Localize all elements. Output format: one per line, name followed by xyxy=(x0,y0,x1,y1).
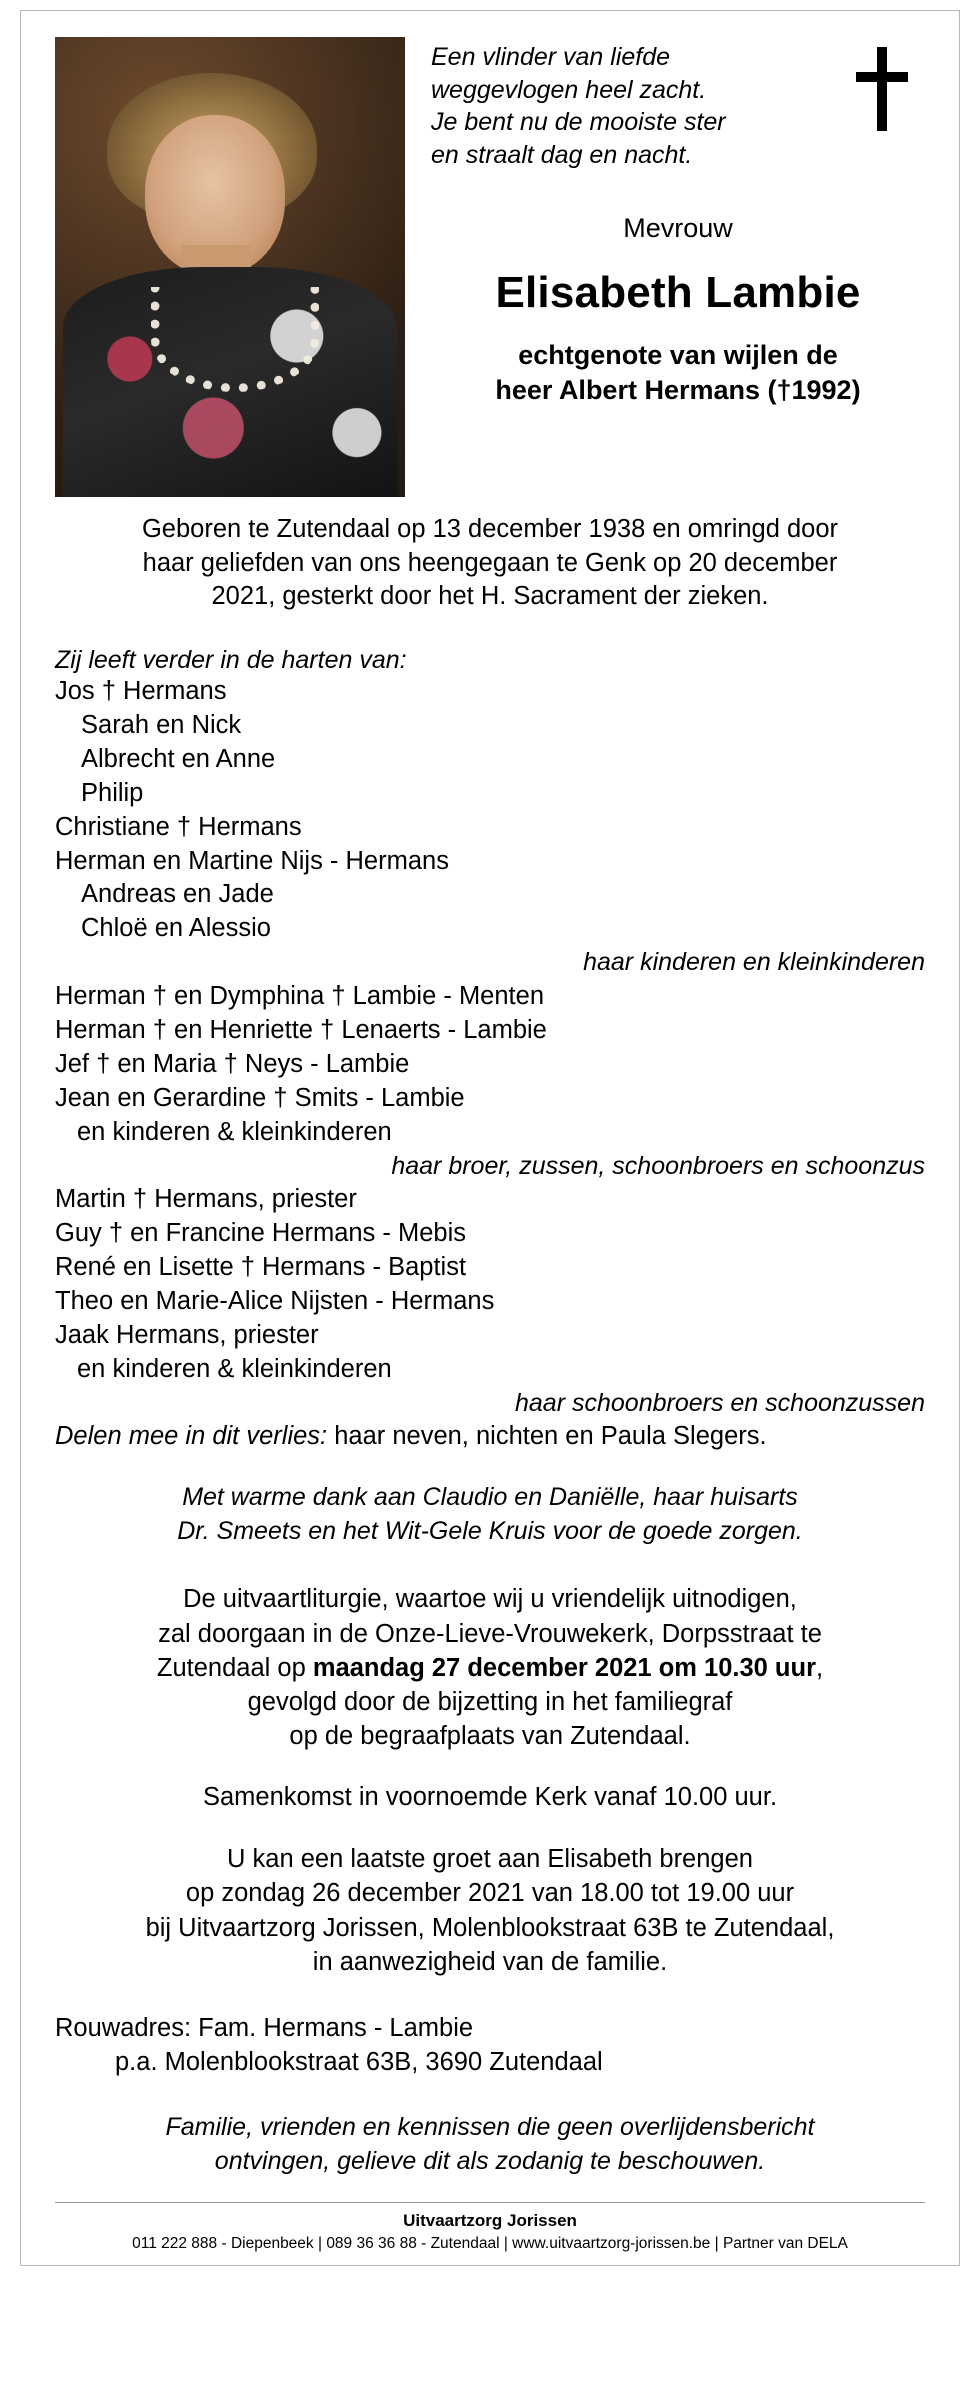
liturgy-line-date xyxy=(55,1651,925,1685)
family-siblings-list xyxy=(55,980,925,1150)
liturgy-line: gevolgd door de bijzetting in het familiegraf xyxy=(247,1687,733,1716)
cross-icon xyxy=(853,47,911,131)
funeral-home-name: Uitvaartzorg Jorissen xyxy=(403,2211,577,2231)
poem-line: en straalt dag en nacht. xyxy=(431,140,693,169)
thanks-line: Dr. Smeets en het Wit-Gele Kruis voor de goede zorgen. xyxy=(177,1516,803,1545)
cross-horizontal-bar xyxy=(856,72,908,82)
family-inlaws-list xyxy=(55,1183,925,1386)
family-member: Jaak Hermans, priester xyxy=(55,1320,319,1349)
family-member: Jean en Gerardine † Smits - Lambie xyxy=(55,1083,465,1112)
family-member: Herman en Martine Nijs - Hermans xyxy=(55,846,449,875)
family-member: Andreas en Jade xyxy=(81,880,274,909)
family-member: Martin † Hermans, priester xyxy=(55,1185,357,1214)
closing-line: ontvingen, gelieve dit als zodanig te beschouwen. xyxy=(214,2146,766,2175)
share-label: Delen mee in dit verlies: xyxy=(55,1422,328,1451)
liturgy-line: zal doorgaan in de Onze-Lieve-Vrouwekerk, Dorpsstraat te xyxy=(158,1619,822,1648)
closing-line: Familie, vrienden en kennissen die geen overlijdensbericht xyxy=(165,2113,815,2142)
cross-vertical-bar xyxy=(877,47,887,131)
liturgy-date-suffix: , xyxy=(816,1653,824,1682)
liturgy-line: De uitvaartliturgie, waartoe wij u vriendelijk uitnodigen, xyxy=(183,1585,797,1614)
family-member: Sarah en Nick xyxy=(81,710,242,739)
family-member: Guy † en Francine Hermans - Mebis xyxy=(55,1219,466,1248)
mourning-address xyxy=(55,2011,925,2079)
family-member: en kinderen & kleinkinderen xyxy=(77,1354,392,1383)
funeral-home-contact: 011 222 888 - Diepenbeek | 089 36 36 88 - Zutendaal | www.uitvaartzorg-jorissen.be | Partner van DELA xyxy=(132,2235,848,2253)
family-member: Jef † en Maria † Neys - Lambie xyxy=(55,1049,410,1078)
family-member: Christiane † Hermans xyxy=(55,812,302,841)
address-line: Rouwadres: Fam. Hermans - Lambie xyxy=(55,2013,474,2042)
poem-block xyxy=(431,37,851,171)
share-text: haar neven, nichten en Paula Slegers. xyxy=(327,1422,767,1451)
poem-line: Een vlinder van liefde xyxy=(431,43,671,71)
gathering-info: Samenkomst in voornoemde Kerk vanaf 10.00 uur. xyxy=(202,1783,778,1812)
family-member: Theo en Marie-Alice Nijsten - Hermans xyxy=(55,1286,495,1315)
role-siblings: haar broer, zussen, schoonbroers en schoonzus xyxy=(391,1151,925,1180)
poem-line: weggevlogen heel zacht. xyxy=(431,75,707,104)
spouse-line: echtgenote van wijlen de xyxy=(518,340,838,370)
thanks-line: Met warme dank aan Claudio en Daniëlle, haar huisarts xyxy=(182,1483,798,1512)
spouse-info xyxy=(431,338,925,407)
farewell-line: in aanwezigheid van de familie. xyxy=(312,1947,668,1976)
salutation: Mevrouw xyxy=(623,213,733,243)
role-children: haar kinderen en kleinkinderen xyxy=(583,948,925,977)
birth-death-line: haar geliefden van ons heengegaan te Genk op 20 december xyxy=(142,548,838,577)
family-member: Albrecht en Anne xyxy=(81,744,276,773)
family-member: en kinderen & kleinkinderen xyxy=(77,1117,392,1146)
liturgy-date-prefix: Zutendaal op xyxy=(156,1653,313,1682)
family-member: Philip xyxy=(81,778,144,807)
family-member: Herman † en Henriette † Lenaerts - Lambie xyxy=(55,1015,547,1044)
liturgy-line: op de begraafplaats van Zutendaal. xyxy=(289,1722,691,1751)
farewell-line: op zondag 26 december 2021 van 18.00 tot 19.00 uur xyxy=(185,1879,795,1908)
farewell-line: bij Uitvaartzorg Jorissen, Molenblookstraat 63B te Zutendaal, xyxy=(145,1913,835,1942)
spouse-line: heer Albert Hermans (†1992) xyxy=(495,374,861,405)
portrait-pearl-necklace xyxy=(151,287,319,392)
footer xyxy=(55,2202,925,2265)
share-condolences xyxy=(55,1422,925,1451)
family-children-list xyxy=(55,675,925,946)
memorial-card xyxy=(20,10,960,2266)
survivors-lead: Zij leeft verder in de harten van: xyxy=(55,645,407,674)
birth-death-line: Geboren te Zutendaal op 13 december 1938 en omringd door xyxy=(141,515,839,543)
birth-death-text xyxy=(55,513,925,614)
birth-death-line: 2021, gesterkt door het H. Sacrament der zieken. xyxy=(211,582,769,611)
address-line: p.a. Molenblookstraat 63B, 3690 Zutendaal xyxy=(115,2048,603,2076)
farewell-visit-block xyxy=(55,1842,925,1979)
farewell-line: U kan een laatste groet aan Elisabeth brengen xyxy=(227,1845,753,1874)
thanks-block xyxy=(55,1481,925,1548)
family-member: Chloë en Alessio xyxy=(81,914,271,943)
family-member: Herman † en Dymphina † Lambie - Menten xyxy=(55,981,544,1010)
liturgy-date-value: maandag 27 december 2021 om 10.30 uur xyxy=(312,1653,817,1682)
poem-line: Je bent nu de mooiste ster xyxy=(431,108,726,136)
family-member: Jos † Hermans xyxy=(55,676,227,705)
liturgy-block xyxy=(55,1582,925,1753)
closing-note xyxy=(55,2111,925,2196)
role-inlaws: haar schoonbroers en schoonzussen xyxy=(515,1388,925,1417)
header-section xyxy=(55,37,925,497)
deceased-name: Elisabeth Lambie xyxy=(495,268,861,317)
header-text-block xyxy=(405,37,925,407)
portrait-photo xyxy=(55,37,405,497)
family-member: René en Lisette † Hermans - Baptist xyxy=(55,1253,467,1282)
